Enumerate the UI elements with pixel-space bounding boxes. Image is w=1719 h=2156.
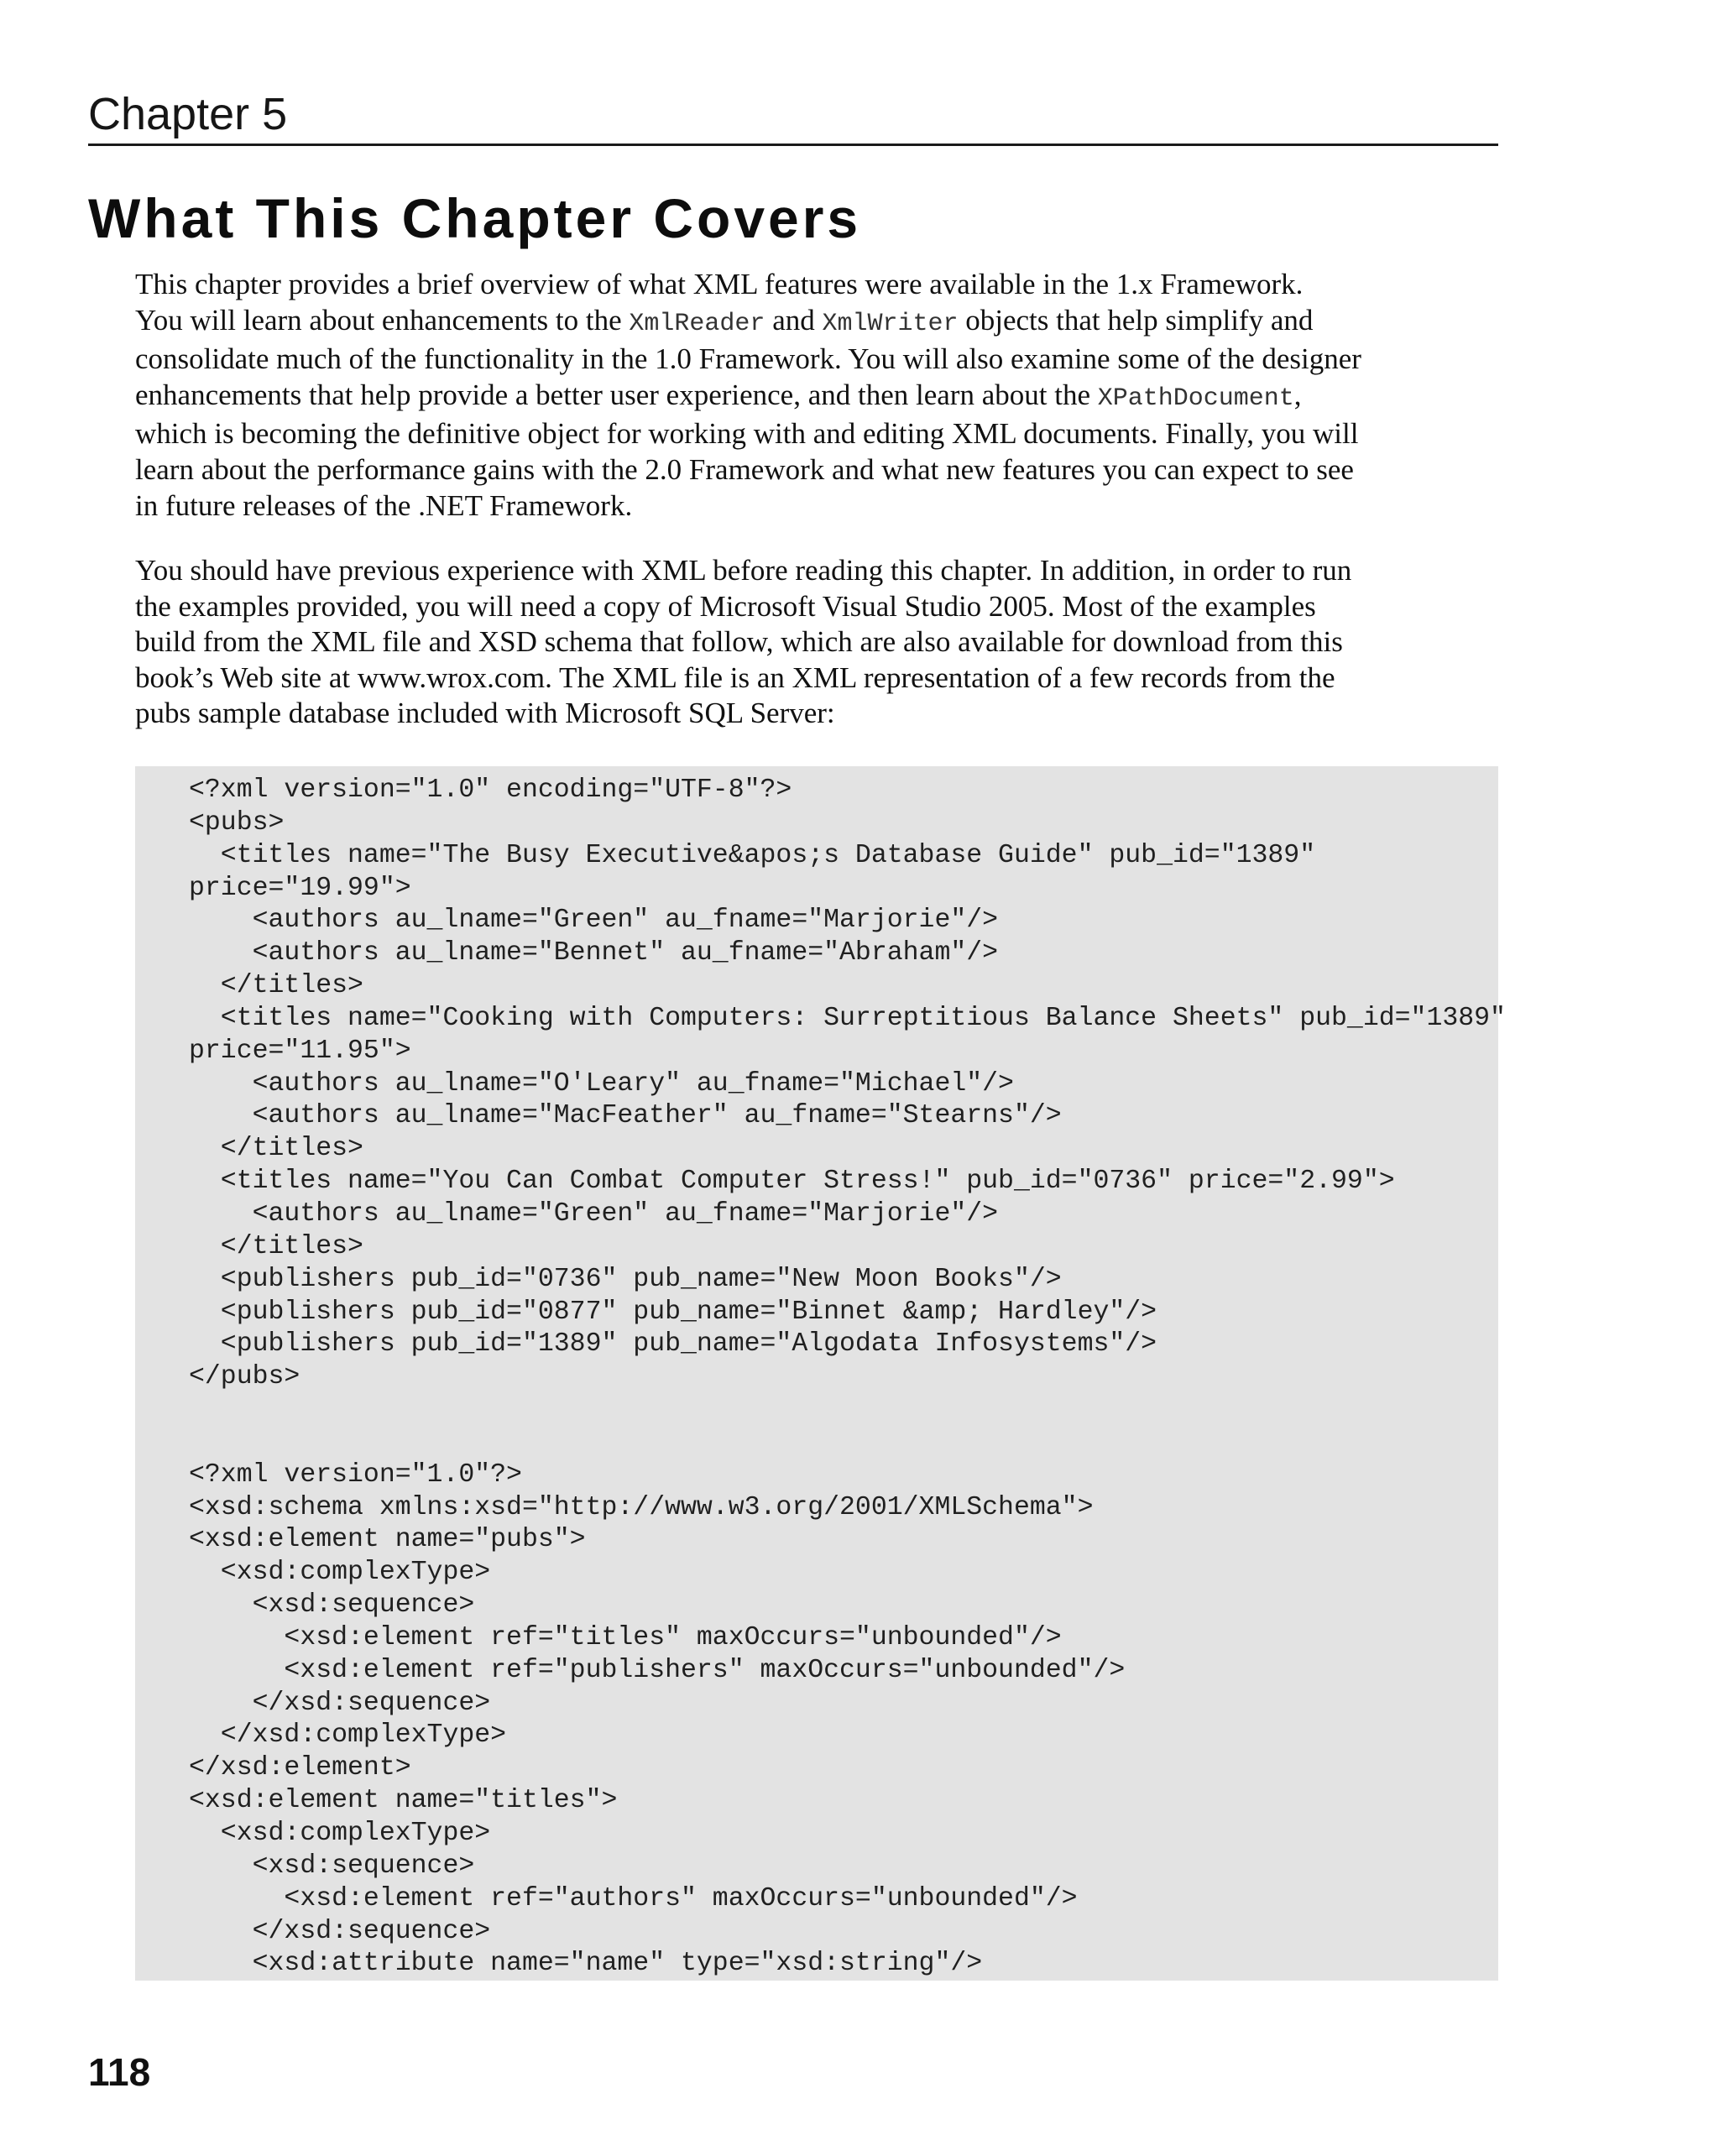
page-number: 118 [88, 2050, 151, 2094]
intro-text: enhancements that help provide a better user experience, and then learn about the [135, 378, 1098, 411]
code-term-xpathdocument: XPathDocument [1097, 384, 1294, 413]
code-term-xmlreader: XmlReader [629, 309, 765, 338]
intro-line-3: consolidate much of the functionality in the 1.0 Framework. You will also examine some of the designer [135, 342, 1361, 376]
intro-text: You will learn about enhancements to the [135, 303, 630, 337]
chapter-divider [88, 144, 1498, 146]
chapter-heading: Chapter 5 [88, 89, 288, 139]
prereq-line-5: pubs sample database included with Microsoft SQL Server: [135, 697, 835, 730]
code-listing-box [135, 766, 1506, 1981]
intro-line-5: which is becoming the definitive object for working with and editing XML documents. Finally, you will [135, 417, 1359, 451]
prereq-line-1: You should have previous experience with XML before reading this chapter. In addition, in order to run [135, 554, 1352, 587]
xml-code-listing: <?xml version="1.0" encoding="UTF-8"?> <pubs> <titles name="The Busy Executive&apos;s Database Guide" pub_id="1389" price="19.99"> <authors au_lname="Green" au_fname="Marjorie"/> <authors au_lname="Bennet" au_fname="Abraham"/> </titles> <titles name="Cooking with Computers: Surreptitious Balance Sheets" pub_id="1389" price="11.95"> <authors au_lname="O'Leary" au_fname="Michael"/> <authors au_lname="MacFeather" au_fname="Stearns"/> </titles> <titles name="You Can Combat Computer Stress!" pub_id="0736" price="2.99"> <authors au_lname="Green" au_fname="Marjorie"/> </titles> <publishers pub_id="0736" pub_name="New Moon Books"/> <publishers pub_id="0877" pub_name="Binnet &amp; Hardley"/> <publishers pub_id="1389" pub_name="Algodata Infosystems"/> </pubs> <?xml version="1.0"?> <xsd:schema xmlns:xsd="http://www.w3.org/2001/XMLSchema"> <xsd:element name="pubs"> <xsd:complexType> <xsd:sequence> <xsd:element ref="titles" maxOccurs="unbounded"/> <xsd:element ref="publishers" maxOccurs="unbounded"/> </xsd:sequence> </xsd:complexType> </xsd:element> <xsd:element name="titles"> <xsd:complexType> <xsd:sequence> <xsd:element ref="authors" maxOccurs="unbounded"/> </xsd:sequence> <xsd:attribute name="name" type="xsd:string"/> [189, 775, 1506, 1979]
prerequisites-paragraph [135, 553, 1503, 732]
intro-line-7: in future releases of the .NET Framework. [135, 488, 633, 522]
code-term-xmlwriter: XmlWriter [822, 309, 959, 338]
intro-line-1: This chapter provides a brief overview of what XML features were available in the 1.x Framework. [135, 268, 1304, 300]
section-title: What This Chapter Covers [88, 187, 862, 249]
intro-text: objects that help simplify and [958, 303, 1314, 337]
prereq-line-2: the examples provided, you will need a copy of Microsoft Visual Studio 2005. Most of the examples [135, 589, 1316, 623]
intro-line-4 [135, 378, 1503, 417]
prereq-line-4: book’s Web site at www.wrox.com. The XML file is an XML representation of a few records from the [135, 660, 1335, 694]
intro-line-6: learn about the performance gains with the 2.0 Framework and what new features you can expect to see [135, 452, 1354, 486]
intro-text: and [765, 303, 823, 337]
intro-text: , [1293, 378, 1302, 411]
intro-line-2 [135, 303, 1503, 342]
intro-paragraph [135, 267, 1503, 524]
prereq-line-3: build from the XML file and XSD schema that follow, which are also available for download from this [135, 625, 1343, 659]
